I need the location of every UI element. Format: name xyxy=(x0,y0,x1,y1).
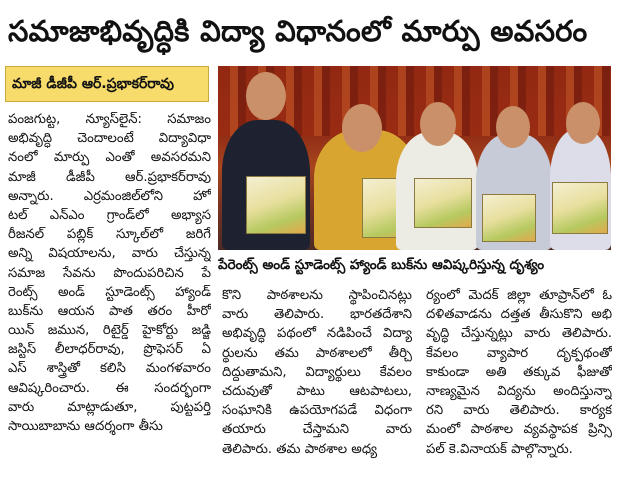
photo-person-head xyxy=(420,102,456,146)
article-text-line: పంజగుట్ట, న్యూస్‌లైన్: సమాజం xyxy=(8,112,211,127)
article-text-line: పల్ కె.వినాయక్ పాల్గొన్నారు. xyxy=(426,441,573,457)
article-text-line: చదువుతో పాటు ఆటపాటలు, xyxy=(222,383,412,399)
article-column-3 xyxy=(426,286,612,459)
article-text-line: సాయిబాబాను ఆదర్శంగా తీసు xyxy=(8,419,163,434)
article-text-line: సమాజ సేవను పొందుపరిచిన పే xyxy=(8,265,211,281)
article-column-2 xyxy=(222,286,412,459)
article-text-line: కొని పాఠశాలను స్థాపించినట్లు xyxy=(222,288,412,303)
photo-handbook xyxy=(246,176,306,234)
article-text-line: రీజనల్ పబ్లిక్ స్కూల్‌లో జరిగే xyxy=(8,227,211,243)
article-photo xyxy=(218,66,611,250)
article-text-line: మంలో పాఠశాల వ్యవస్థాపక ప్రిన్సి xyxy=(426,422,612,438)
article-text-line: దిద్దుతామని, విద్యార్థులు కేవలం xyxy=(222,364,412,380)
article-text-line: కాకుండా అతి తక్కువ ఫీజుతో xyxy=(426,364,612,380)
article-text-line: ఎస్ శాస్త్రితో కలిసి మంగళవారం xyxy=(8,361,211,377)
article-text-line: టల్ ఎన్‌ఎం గ్రాండ్‌లో అభ్యాస xyxy=(8,207,211,223)
article-text-line: సంఘానికి ఉపయోగపడే విధంగా xyxy=(222,403,412,419)
photo-person-head xyxy=(342,104,382,152)
photo-handbook xyxy=(482,194,536,242)
article-text-line: వారు తెలిపారు. భారతదేశాని xyxy=(222,307,412,323)
photo-caption: పేరెంట్స్ అండ్ స్టూడెంట్స్ హ్యాండ్ బుక్‌ను ఆవిష్కరిస్తున్న దృశ్యం xyxy=(218,257,545,273)
photo-handbook xyxy=(552,182,608,234)
photo-person-head xyxy=(246,72,286,120)
article-text-line: ర్యంలో మెదక్ జిల్లా తూప్రాన్‌లో ఓ xyxy=(426,288,612,303)
article-text-line: కేవలం వ్యాపార దృక్పథంతో xyxy=(426,345,612,361)
article-text-line: జస్టిస్ లీలాధర్‌రావు, ప్రొఫెసర్ ఏ xyxy=(8,342,211,358)
article-column-1 xyxy=(8,110,211,436)
photo-handbook xyxy=(414,178,472,228)
article-text-line: ఆవిష్కరించారు. ఈ సందర్భంగా xyxy=(8,380,211,396)
article-text-line: వృద్ధి చేస్తున్నట్లు వారు తెలిపారు. xyxy=(426,326,612,342)
article-text-line: ర్థులను తమ పాఠశాలలో తీర్చి xyxy=(222,345,412,361)
article-text-line: అభివృద్ధి చెందాలంటే విద్యావిధా xyxy=(8,131,211,147)
article-text-line: నాణ్యమైన విద్యను అందిస్తున్నా xyxy=(426,383,612,399)
article-text-line: వారు మాట్లాడుతూ, పుట్టపర్తి xyxy=(8,399,211,415)
article-text-line: దళితవాడను దత్తత తీసుకొని అభి xyxy=(426,307,612,323)
article-text-line: తెలిపారు. తమ పాఠశాల అధ్య xyxy=(222,441,378,457)
photo-person-head xyxy=(496,106,530,148)
headline: సమాజాభివృద్ధికి విద్యా విధానంలో మార్పు అవసరం xyxy=(8,14,588,48)
article-text-line: అన్ని విషయాలను, వారు చేస్తున్న xyxy=(8,246,211,262)
article-text-line: అన్నారు. ఎర్రమంజిల్‌లోని హో xyxy=(8,188,211,204)
article-text-line: బుక్‌ను ఆయన పాత తరం హీరో xyxy=(8,303,211,319)
article-text-line: నంలో మార్పు ఎంతో అవసరమని xyxy=(8,150,211,166)
article-text-line: రని వారు తెలిపారు. కార్యక xyxy=(426,403,612,419)
article-text-line: అభివృద్ధి పథంలో నడిపించే విద్యా xyxy=(222,326,412,342)
byline-box xyxy=(5,66,209,102)
article-text-line: తయారు చేస్తామని వారు xyxy=(222,422,412,438)
article-text-line: యిన్ జమున, రిటైర్డ్ హైకోర్టు జడ్జి xyxy=(8,323,211,339)
photo-person-head xyxy=(566,102,600,144)
article-text-line: మాజీ డీజీపీ ఆర్.ప్రభాకర్‌రావు xyxy=(8,169,211,185)
article-text-line: రెంట్స్ అండ్ స్టూడెంట్స్ హ్యాండ్ xyxy=(8,284,211,300)
byline-text: మాజీ డీజీపీ ఆర్.ప్రభాకర్‌రావు xyxy=(12,76,174,92)
